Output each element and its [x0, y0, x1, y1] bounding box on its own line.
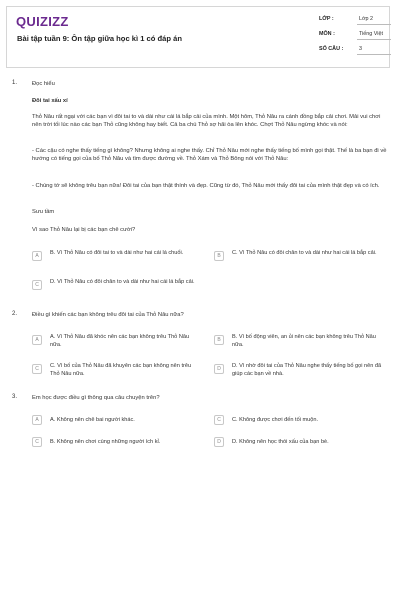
question-text: Em học được điều gì thông qua câu chuyện trên?	[32, 395, 160, 401]
question-text: Điều gì khiến các bạn không trêu đôi tai của Thỏ Nâu nữa?	[32, 312, 184, 318]
section-label: Đọc hiểu	[32, 81, 55, 87]
story-paragraph: Thỏ Nâu rất ngại với các bạn vì đôi tai to và dài như cái lá bắp cải của mình. Một hôm, Thỏ Nâu ra cánh đồng bắp cải chơi. Mải vui chơi nên trời tối lúc nào các bạn Thỏ cũng không hay biết. Cả ba chú Thỏ sợ hãi òa lên khóc. Chợt Thỏ Nâu ngừng khóc và nói:	[32, 114, 381, 129]
meta-label-subject: MÔN :	[319, 31, 335, 37]
option-text[interactable]: C. Không được chơi đến tối muộn.	[232, 417, 319, 423]
option-box[interactable]: B	[214, 335, 224, 345]
story-source: Sưu tầm	[32, 209, 55, 215]
meta-label-count: SỐ CÂU :	[319, 46, 344, 52]
option-box[interactable]: C	[32, 280, 42, 290]
meta-value-class: Lớp 2	[359, 16, 374, 22]
story-title: Đôi tai xấu xí	[32, 98, 68, 104]
option-text[interactable]: C. Vì bố của Thỏ Nâu đã khuyên các bạn không nên trêu Thỏ Nâu nữa.	[50, 363, 192, 377]
option-text[interactable]: D. Vì Thỏ Nâu có đôi chân to và dài như hai cái lá bắp cải.	[50, 279, 195, 285]
option-box[interactable]: C	[32, 364, 42, 374]
option-text[interactable]: B. Vì Thỏ Nâu có đôi tai to và dài như hai cái lá chuối.	[50, 250, 184, 256]
option-box[interactable]: A	[32, 335, 42, 345]
question-text: Vì sao Thỏ Nâu lại bị các bạn chê cười?	[32, 227, 136, 233]
meta-value-count: 3	[359, 46, 362, 52]
option-text[interactable]: C. Vì Thỏ Nâu có đôi chân to và dài như hai cái lá bắp cải.	[232, 250, 377, 256]
meta-underline	[357, 54, 391, 55]
option-text[interactable]: D. Vì nhờ đôi tai của Thỏ Nâu nghe thấy tiếng bố gọi nên đã giúp các bạn về nhà.	[232, 363, 382, 377]
story-paragraph: - Các cậu có nghe thấy tiếng gì không? Nhưng không ai nghe thấy. Chỉ Thỏ Nâu mới nghe thấy tiếng bố mình gọi thật. Thế là ba bạn đi về hướng có tiếng gọi của bố Thỏ Nâu và tìm được đường về. Thỏ Xám và Thỏ Bông nói với Thỏ Nâu:	[32, 148, 387, 163]
worksheet-header	[6, 6, 390, 68]
option-box[interactable]: D	[214, 364, 224, 374]
option-box[interactable]: C	[214, 415, 224, 425]
option-box[interactable]: C	[32, 437, 42, 447]
meta-label-class: LỚP :	[319, 16, 334, 22]
option-box[interactable]: D	[214, 437, 224, 447]
option-text[interactable]: B. Vì bố động viên, an ủi nên các bạn không trêu Thỏ Nâu nữa.	[232, 334, 376, 348]
option-text[interactable]: A. Không nên chê bai người khác.	[50, 417, 135, 423]
option-text[interactable]: B. Không nên chơi cùng những người ích kỉ.	[50, 439, 161, 445]
meta-value-subject: Tiếng Việt	[359, 31, 383, 37]
worksheet-title: Bài tập tuần 9: Ôn tập giữa học kì 1 có đáp án	[17, 34, 182, 43]
meta-underline	[357, 24, 391, 25]
option-box[interactable]: A	[32, 251, 42, 261]
question-number: 2.	[12, 311, 18, 317]
story-paragraph: - Chúng tớ sẽ không trêu bạn nữa! Đôi tai của bạn thật thính và đẹp. Cũng từ đó, Thỏ Nâu mới thấy đôi tai của mình thật đẹp và có ích.	[32, 183, 380, 189]
option-text[interactable]: A. Vì Thỏ Nâu đã khóc nên các bạn không trêu Thỏ Nâu nữa.	[50, 334, 190, 348]
option-box[interactable]: B	[214, 251, 224, 261]
option-text[interactable]: D. Không nên học thói xấu của bạn bè.	[232, 439, 329, 445]
option-box[interactable]: A	[32, 415, 42, 425]
quizizz-logo: QUIZIZZ	[16, 14, 69, 29]
question-number: 3.	[12, 394, 18, 400]
question-number: 1.	[12, 80, 18, 86]
meta-underline	[357, 39, 391, 40]
